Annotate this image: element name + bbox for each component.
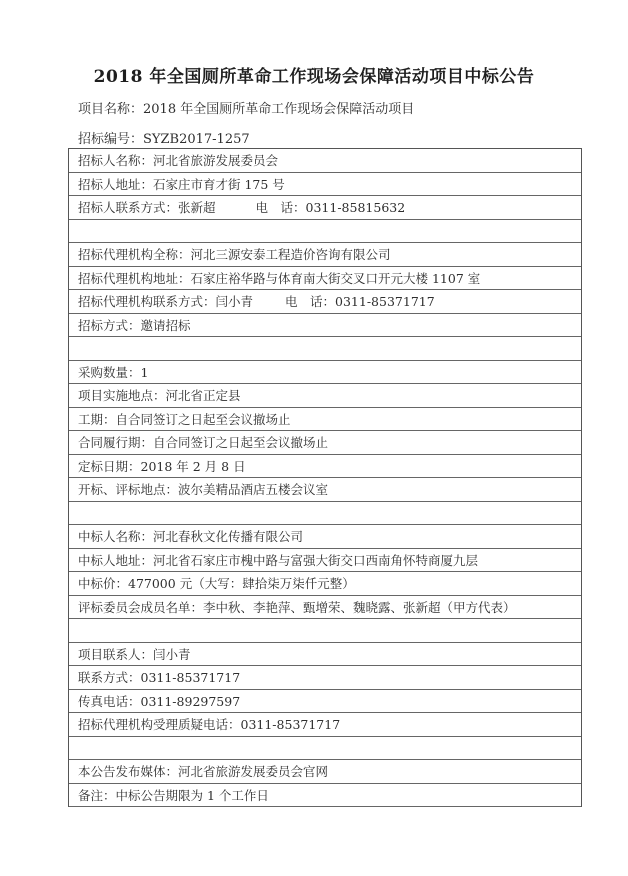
remark: 备注：中标公告期限为 1 个工作日 (78, 787, 269, 803)
winner-address-row (69, 549, 581, 573)
location: 项目实施地点：河北省正定县 (78, 388, 241, 404)
empty-row (69, 737, 581, 761)
agency-address: 招标代理机构地址：石家庄裕华路与体育南大街交叉口开元大楼 1107 室 (78, 270, 481, 286)
agency-phone: 电 话：0311-85371717 (285, 294, 435, 310)
empty-row (69, 502, 581, 526)
project-contact: 项目联系人：闫小青 (78, 646, 191, 662)
remark-row (69, 784, 581, 808)
project-contact-row (69, 643, 581, 667)
award-date: 定标日期：2018 年 2 月 8 日 (78, 458, 246, 474)
venue: 开标、评标地点：波尔美精品酒店五楼会议室 (78, 482, 329, 498)
duration: 工期：自合同签订之日起至会议撤场止 (78, 411, 291, 427)
complaint-phone: 招标代理机构受理质疑电话：0311-85371717 (78, 717, 341, 733)
tender-method: 招标方式：邀请招标 (78, 317, 191, 333)
contract-period: 合同履行期：自合同签订之日起至会议撤场止 (78, 435, 329, 451)
tenderer-contact-row (69, 196, 581, 220)
duration-row (69, 408, 581, 432)
winner-address: 中标人地址：河北省石家庄市槐中路与富强大街交口西南角怀特商厦九层 (78, 552, 479, 568)
agency-address-row (69, 267, 581, 291)
contact-phone: 联系方式：0311-85371717 (78, 670, 241, 686)
agency-contact: 招标代理机构联系方式：闫小青 (78, 294, 254, 310)
fax: 传真电话：0311-89297597 (78, 693, 241, 709)
tenderer-contact: 招标人联系方式：张新超 (78, 200, 216, 216)
contract-period-row (69, 431, 581, 455)
empty-row (69, 619, 581, 643)
quantity: 采购数量：1 (78, 364, 149, 380)
tenderer-name-row (69, 149, 581, 173)
document-title: 2018 年全国厕所革命工作现场会保障活动项目中标公告 (93, 67, 535, 87)
tenderer-name: 招标人名称：河北省旅游发展委员会 (78, 153, 279, 169)
empty-row (69, 220, 581, 244)
location-row (69, 384, 581, 408)
project-name: 项目名称：2018 年全国厕所革命工作现场会保障活动项目 (78, 102, 415, 117)
award-date-row (69, 455, 581, 479)
winner-name-row (69, 525, 581, 549)
agency-contact-row (69, 290, 581, 314)
tender-number: 招标编号：SYZB2017-1257 (78, 132, 250, 147)
complaint-phone-row (69, 713, 581, 737)
fax-row (69, 690, 581, 714)
tenderer-phone: 电 话：0311-85815632 (255, 200, 406, 216)
tender-method-row (69, 314, 581, 338)
winner-name: 中标人名称：河北春秋文化传播有限公司 (78, 529, 304, 545)
tenderer-address-row (69, 173, 581, 197)
contact-phone-row (69, 666, 581, 690)
quantity-row (69, 361, 581, 385)
committee: 评标委员会成员名单：李中秋、李艳萍、甄增荣、魏晓露、张新超（甲方代表） (78, 599, 516, 615)
committee-row (69, 596, 581, 620)
publish-media: 本公告发布媒体：河北省旅游发展委员会官网 (78, 764, 329, 780)
empty-row (69, 337, 581, 361)
agency-name: 招标代理机构全称：河北三源安泰工程造价咨询有限公司 (78, 247, 391, 263)
tenderer-address: 招标人地址：石家庄市育才街 175 号 (78, 176, 285, 192)
winning-price: 中标价：477000 元（大写：肆拾柒万柒仟元整） (78, 576, 355, 592)
announcement-table (68, 148, 582, 807)
publish-media-row (69, 760, 581, 784)
winning-price-row (69, 572, 581, 596)
agency-name-row (69, 243, 581, 267)
venue-row (69, 478, 581, 502)
